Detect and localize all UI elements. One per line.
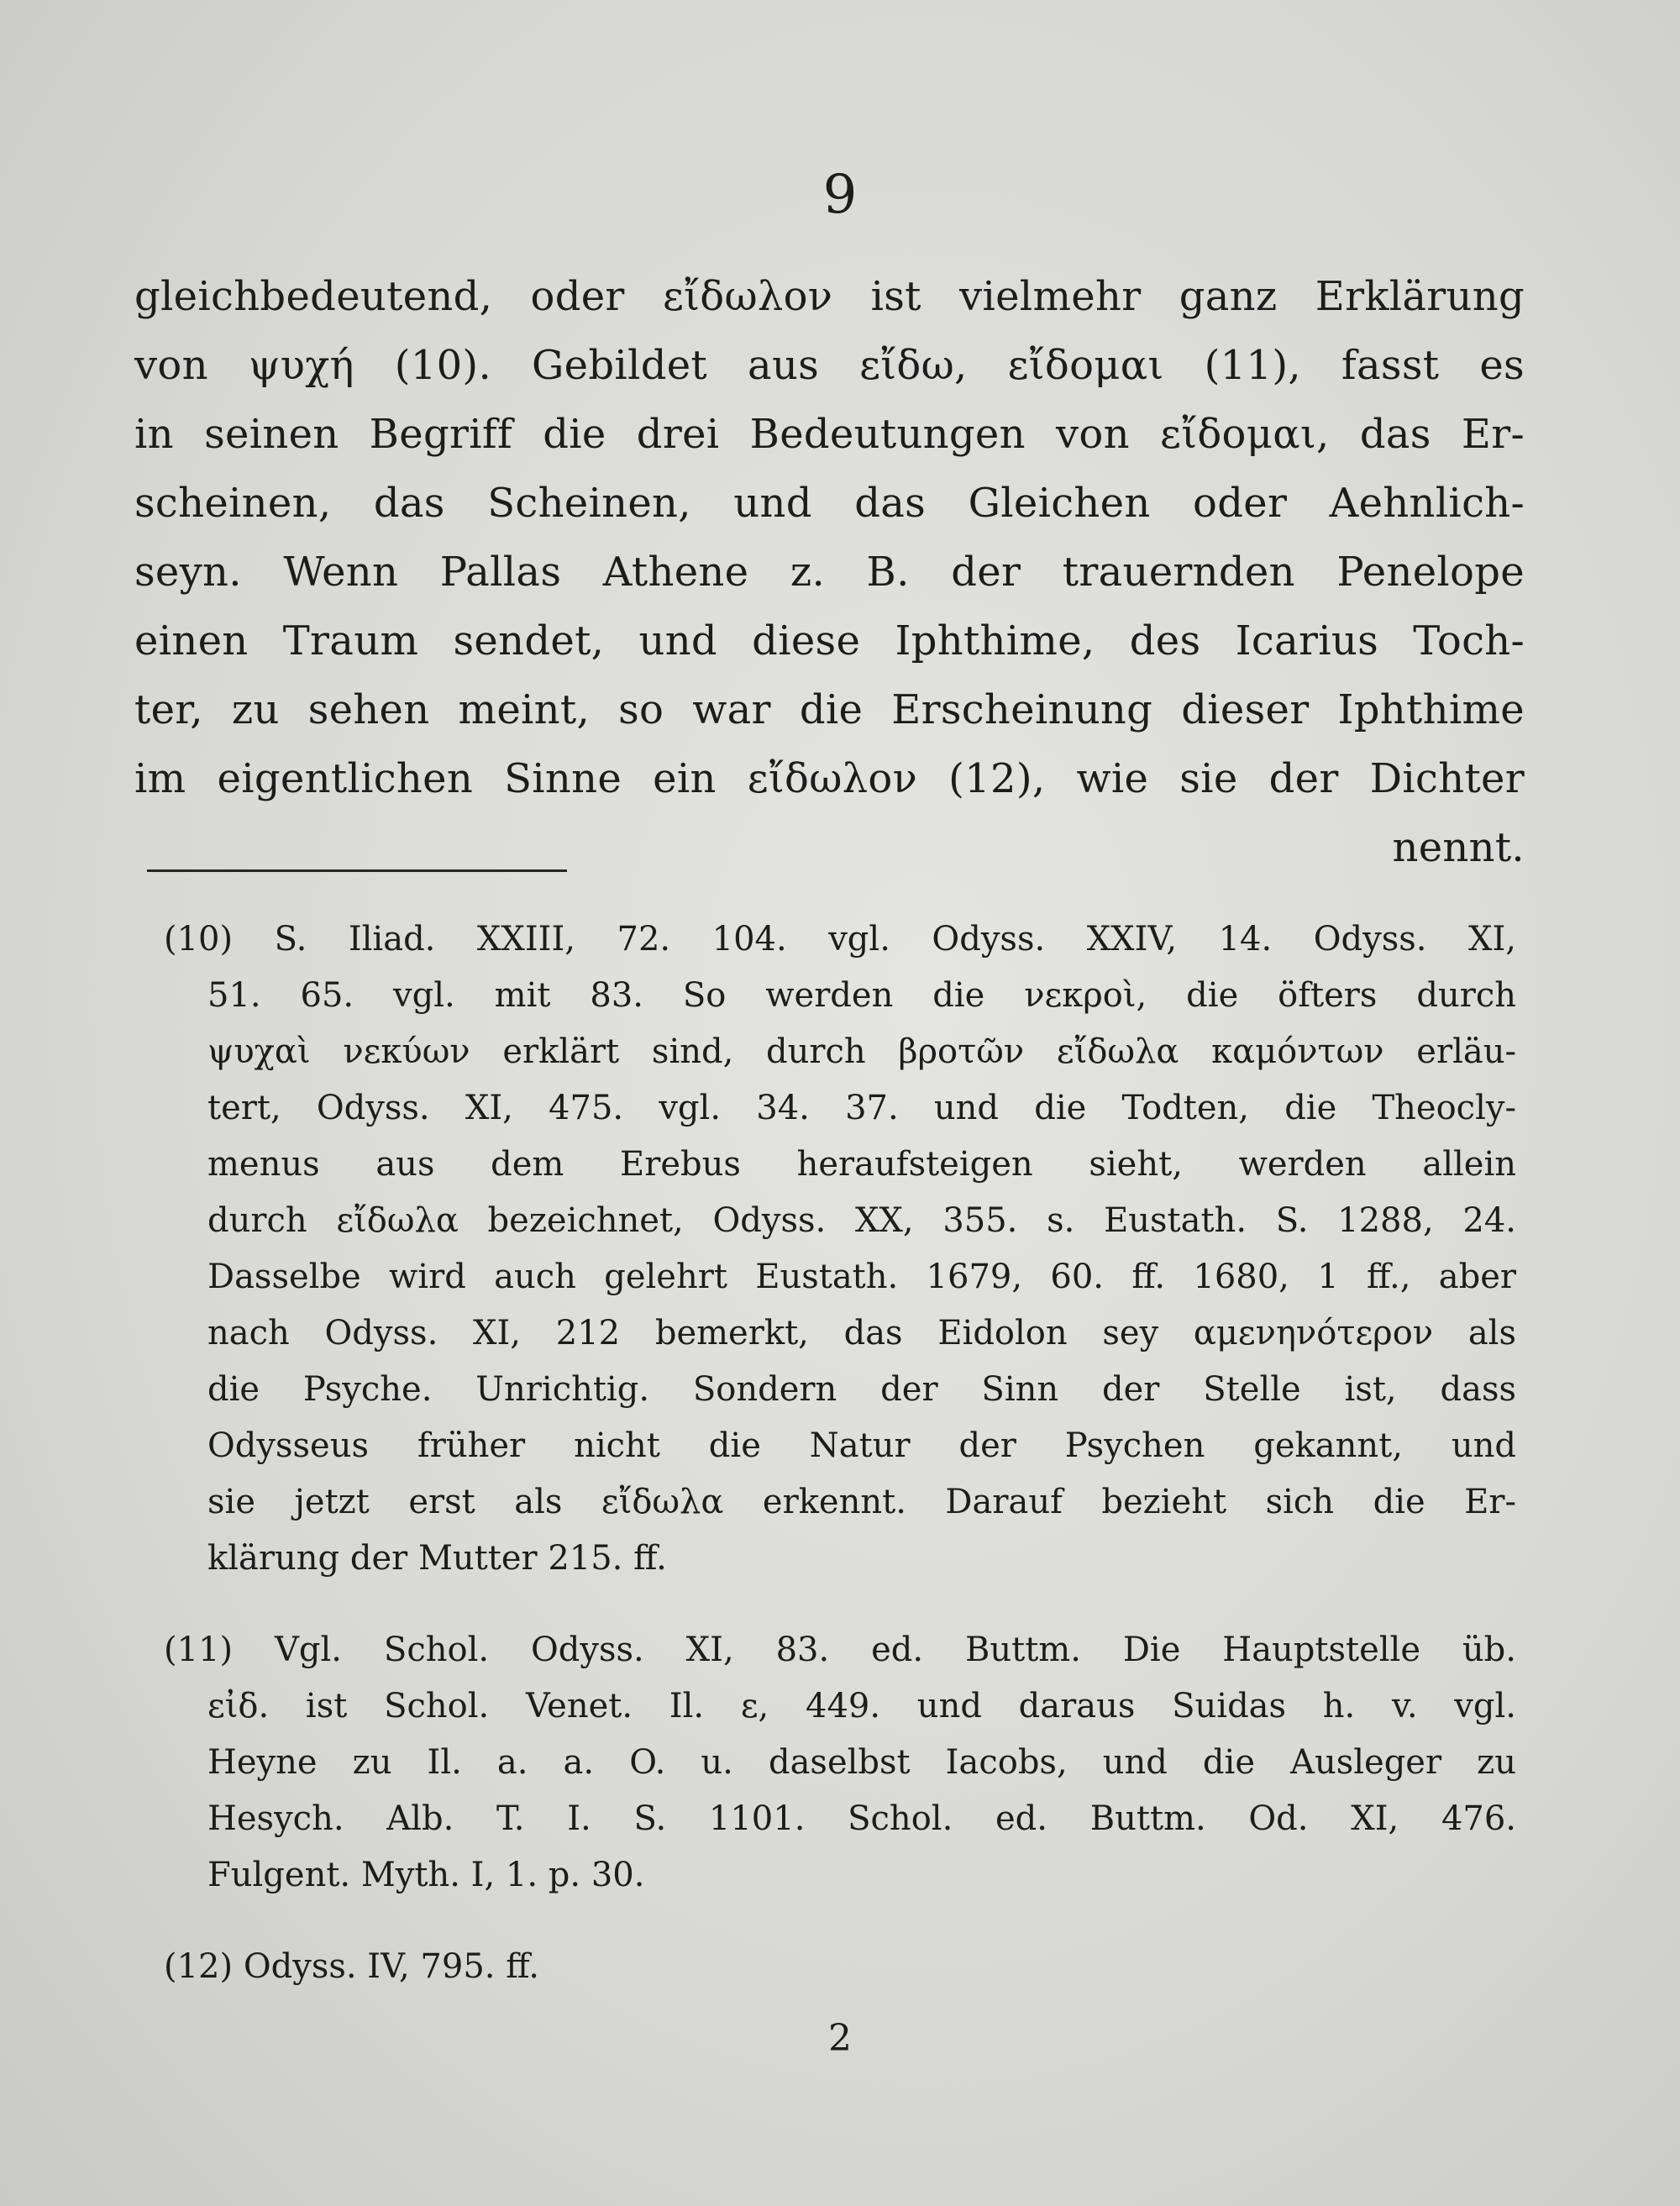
footnote-line: εἰδ. ist Schol. Venet. Il. ε, 449. und daraus Suidas h. v. vgl. — [207, 1687, 1516, 1725]
footnote-line: die Psyche. Unrichtig. Sondern der Sinn der Stelle ist, dass — [207, 1370, 1516, 1409]
footnote-11 — [164, 1622, 1516, 1904]
footnote-line: Heyne zu Il. a. a. O. u. daselbst Iacobs, und die Ausleger zu — [207, 1743, 1516, 1782]
footnote-12 — [164, 1939, 1516, 1995]
text-line: ter, zu sehen meint, so war die Erscheinung dieser Iphthime — [134, 686, 1525, 733]
text-line: nennt. — [1392, 824, 1525, 871]
footnote-line: (10) S. Iliad. XXIII, 72. 104. vgl. Odyss. XXIV, 14. Odyss. XI, — [164, 920, 1516, 959]
text-line: scheinen, das Scheinen, und das Gleichen oder Aehnlich- — [134, 480, 1525, 527]
footnote-10 — [164, 911, 1516, 1587]
text-line: im eigentlichen Sinne ein εἴδωλον (12), wie sie der Dichter — [134, 755, 1525, 802]
footnote-line: klärung der Mutter 215. ff. — [207, 1539, 667, 1578]
footnote-line: nach Odyss. XI, 212 bemerkt, das Eidolon sey αμενηνότερον als — [207, 1314, 1516, 1352]
footnote-line: menus aus dem Erebus heraufsteigen sieht, werden allein — [207, 1145, 1516, 1184]
footnote-line: Odysseus früher nicht die Natur der Psychen gekannt, und — [207, 1426, 1516, 1465]
footnote-line: (12) Odyss. IV, 795. ff. — [164, 1947, 539, 1986]
text-line: von ψυχή (10). Gebildet aus εἴδω, εἴδομαι (11), fasst es — [134, 342, 1525, 389]
footnote-line: Fulgent. Myth. I, 1. p. 30. — [207, 1856, 645, 1894]
text-line: seyn. Wenn Pallas Athene z. B. der trauernden Penelope — [134, 549, 1525, 596]
footnote-line: (11) Vgl. Schol. Odyss. XI, 83. ed. Buttm. Die Hauptstelle üb. — [164, 1631, 1516, 1669]
footnote-separator — [147, 869, 567, 872]
signature-mark: 2 — [828, 2017, 852, 2060]
footnote-line: 51. 65. vgl. mit 83. So werden die νεκροὶ, die öfters durch — [207, 976, 1516, 1015]
footnote-line: sie jetzt erst als εἴδωλα erkennt. Darauf bezieht sich die Er- — [207, 1483, 1516, 1521]
footnote-line: durch εἴδωλα bezeichnet, Odyss. XX, 355. s. Eustath. S. 1288, 24. — [207, 1201, 1516, 1240]
footnote-line: Dasselbe wird auch gelehrt Eustath. 1679, 60. ff. 1680, 1 ff., aber — [207, 1258, 1516, 1296]
footnote-line: ψυχαὶ νεκύων erklärt sind, durch βροτῶν εἴδωλα καμόντων erläu- — [207, 1032, 1516, 1071]
footnote-line: tert, Odyss. XI, 475. vgl. 34. 37. und die Todten, die Theocly- — [207, 1089, 1516, 1127]
page-number: 9 — [822, 164, 858, 226]
text-line: in seinen Begriff die drei Bedeutungen von εἴδομαι, das Er- — [134, 411, 1525, 458]
footnote-line: Hesych. Alb. T. I. S. 1101. Schol. ed. Buttm. Od. XI, 476. — [207, 1799, 1516, 1838]
footnotes — [164, 911, 1516, 2030]
text-line: einen Traum sendet, und diese Iphthime, des Icarius Toch- — [134, 617, 1525, 664]
main-text — [134, 262, 1525, 882]
text-line: gleichbedeutend, oder εἴδωλον ist vielmehr ganz Erklärung — [134, 273, 1525, 320]
